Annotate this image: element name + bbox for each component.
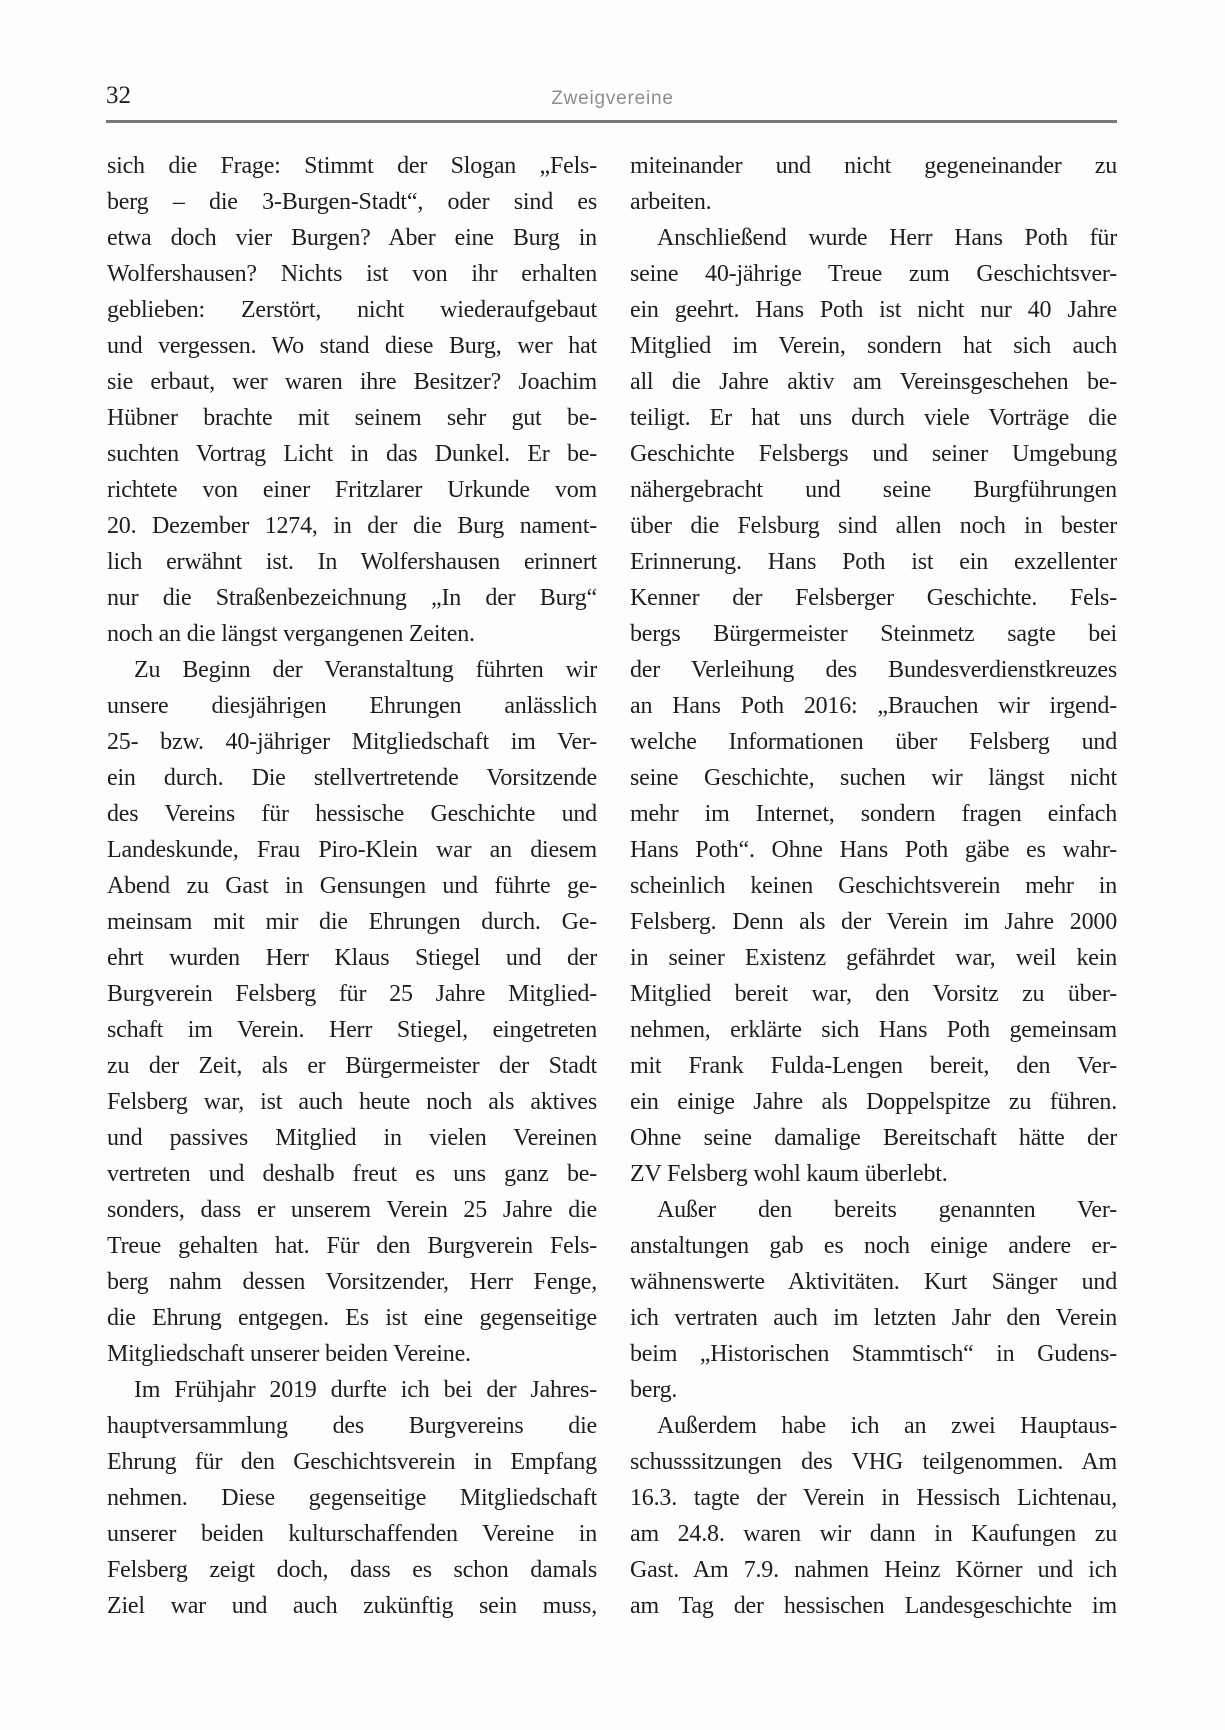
text-line: seine Geschichte, suchen wir längst nicht: [630, 765, 1117, 791]
running-title: Zweigvereine: [551, 88, 674, 109]
text-line: Hübner brachte mit seinem sehr gut be-: [107, 405, 597, 431]
text-line: ich vertraten auch im letzten Jahr den Verein: [630, 1305, 1117, 1331]
text-line: sie erbaut, wer waren ihre Besitzer? Joachim: [107, 369, 597, 395]
text-line: Mitgliedschaft unserer beiden Vereine.: [107, 1341, 471, 1367]
text-line: Anschließend wurde Herr Hans Poth für: [657, 225, 1117, 251]
text-line: scheinlich keinen Geschichtsverein mehr in: [630, 873, 1117, 899]
text-line: Gast. Am 7.9. nahmen Heinz Körner und ich: [630, 1557, 1117, 1583]
text-line: berg nahm dessen Vorsitzender, Herr Fenge,: [107, 1269, 597, 1295]
text-line: Außer den bereits genannten Ver-: [657, 1197, 1117, 1223]
text-line: 16.3. tagte der Verein in Hessisch Lichtenau,: [630, 1485, 1117, 1511]
text-line: Wolfershausen? Nichts ist von ihr erhalten: [107, 261, 597, 287]
text-line: Ehrung für den Geschichtsverein in Empfang: [107, 1449, 597, 1475]
text-line: ehrt wurden Herr Klaus Stiegel und der: [107, 945, 597, 971]
text-line: schusssitzungen des VHG teilgenommen. Am: [630, 1449, 1117, 1475]
text-line: sonders, dass er unserem Verein 25 Jahre die: [107, 1197, 597, 1223]
text-line: nehmen, erklärte sich Hans Poth gemeinsam: [630, 1017, 1117, 1043]
text-line: 25- bzw. 40-jähriger Mitgliedschaft im Ver-: [107, 729, 597, 755]
text-line: am 24.8. waren wir dann in Kaufungen zu: [630, 1521, 1117, 1547]
text-line: ein geehrt. Hans Poth ist nicht nur 40 Jahre: [630, 297, 1117, 323]
text-line: die Ehrung entgegen. Es ist eine gegenseitige: [107, 1305, 597, 1331]
text-line: Ziel war und auch zukünftig sein muss,: [107, 1593, 597, 1619]
text-line: Im Frühjahr 2019 durfte ich bei der Jahres-: [134, 1377, 597, 1403]
text-line: am Tag der hessischen Landesgeschichte im: [630, 1593, 1117, 1619]
text-line: Landeskunde, Frau Piro-Klein war an diesem: [107, 837, 597, 863]
text-line: berg.: [630, 1377, 678, 1403]
text-line: des Vereins für hessische Geschichte und: [107, 801, 597, 827]
text-line: Abend zu Gast in Gensungen und führte ge-: [107, 873, 597, 899]
text-line: Burgverein Felsberg für 25 Jahre Mitglied-: [107, 981, 597, 1007]
text-line: unserer beiden kulturschaffenden Vereine in: [107, 1521, 597, 1547]
text-line: Mitglied im Verein, sondern hat sich auch: [630, 333, 1117, 359]
text-line: lich erwähnt ist. In Wolfershausen erinnert: [107, 549, 597, 575]
text-line: meinsam mit mir die Ehrungen durch. Ge-: [107, 909, 597, 935]
text-line: richtete von einer Fritzlarer Urkunde vom: [107, 477, 597, 503]
text-line: 20. Dezember 1274, in der die Burg nament-: [107, 513, 597, 539]
text-line: Außerdem habe ich an zwei Hauptaus-: [657, 1413, 1117, 1439]
text-line: hauptversammlung des Burgvereins die: [107, 1413, 597, 1439]
text-line: nehmen. Diese gegenseitige Mitgliedschaft: [107, 1485, 597, 1511]
text-line: arbeiten.: [630, 189, 712, 215]
text-line: Felsberg war, ist auch heute noch als aktives: [107, 1089, 597, 1115]
text-line: und passives Mitglied in vielen Vereinen: [107, 1125, 597, 1151]
column-right: [630, 148, 1117, 1624]
text-line: Hans Poth“. Ohne Hans Poth gäbe es wahr-: [630, 837, 1117, 863]
text-line: ZV Felsberg wohl kaum überlebt.: [630, 1161, 948, 1187]
column-left: [107, 148, 597, 1624]
text-line: Kenner der Felsberger Geschichte. Fels-: [630, 585, 1117, 611]
text-line: nähergebracht und seine Burgführungen: [630, 477, 1117, 503]
text-line: über die Felsburg sind allen noch in bester: [630, 513, 1117, 539]
text-line: Felsberg zeigt doch, dass es schon damals: [107, 1557, 597, 1583]
text-line: Erinnerung. Hans Poth ist ein exzellenter: [630, 549, 1117, 575]
text-line: wähnenswerte Aktivitäten. Kurt Sänger und: [630, 1269, 1117, 1295]
page-number: 32: [106, 82, 131, 109]
text-line: vertreten und deshalb freut es uns ganz be-: [107, 1161, 597, 1187]
text-line: miteinander und nicht gegeneinander zu: [630, 153, 1117, 179]
text-line: beim „Historischen Stammtisch“ in Gudens-: [630, 1341, 1117, 1367]
text-line: etwa doch vier Burgen? Aber eine Burg in: [107, 225, 597, 251]
text-line: seine 40-jährige Treue zum Geschichtsver-: [630, 261, 1117, 287]
text-line: ein durch. Die stellvertretende Vorsitzende: [107, 765, 597, 791]
text-line: und vergessen. Wo stand diese Burg, wer hat: [107, 333, 597, 359]
text-line: berg – die 3-Burgen-Stadt“, oder sind es: [107, 189, 597, 215]
text-line: anstaltungen gab es noch einige andere er-: [630, 1233, 1117, 1259]
text-line: Treue gehalten hat. Für den Burgverein Fels-: [107, 1233, 597, 1259]
text-line: zu der Zeit, als er Bürgermeister der Stadt: [107, 1053, 597, 1079]
text-line: geblieben: Zerstört, nicht wiederaufgebaut: [107, 297, 597, 323]
text-line: all die Jahre aktiv am Vereinsgeschehen be-: [630, 369, 1117, 395]
text-line: mit Frank Fulda-Lengen bereit, den Ver-: [630, 1053, 1117, 1079]
text-line: in seiner Existenz gefährdet war, weil kein: [630, 945, 1117, 971]
text-line: ein einige Jahre als Doppelspitze zu führen.: [630, 1089, 1117, 1115]
text-line: Felsberg. Denn als der Verein im Jahre 2000: [630, 909, 1117, 935]
text-line: mehr im Internet, sondern fragen einfach: [630, 801, 1117, 827]
text-line: an Hans Poth 2016: „Brauchen wir irgend-: [630, 693, 1117, 719]
text-line: noch an die längst vergangenen Zeiten.: [107, 621, 475, 647]
text-line: unsere diesjährigen Ehrungen anlässlich: [107, 693, 597, 719]
text-line: nur die Straßenbezeichnung „In der Burg“: [107, 585, 597, 611]
text-line: welche Informationen über Felsberg und: [630, 729, 1117, 755]
text-line: sich die Frage: Stimmt der Slogan „Fels-: [107, 153, 597, 179]
text-line: Ohne seine damalige Bereitschaft hätte der: [630, 1125, 1117, 1151]
text-line: Geschichte Felsbergs und seiner Umgebung: [630, 441, 1117, 467]
text-line: teiligt. Er hat uns durch viele Vorträge die: [630, 405, 1117, 431]
text-line: suchten Vortrag Licht in das Dunkel. Er be-: [107, 441, 597, 467]
text-line: schaft im Verein. Herr Stiegel, eingetreten: [107, 1017, 597, 1043]
text-line: der Verleihung des Bundesverdienstkreuzes: [630, 657, 1117, 683]
text-line: Zu Beginn der Veranstaltung führten wir: [134, 657, 597, 683]
header-rule-divider: [106, 120, 1117, 123]
text-line: bergs Bürgermeister Steinmetz sagte bei: [630, 621, 1117, 647]
text-line: Mitglied bereit war, den Vorsitz zu über-: [630, 981, 1117, 1007]
